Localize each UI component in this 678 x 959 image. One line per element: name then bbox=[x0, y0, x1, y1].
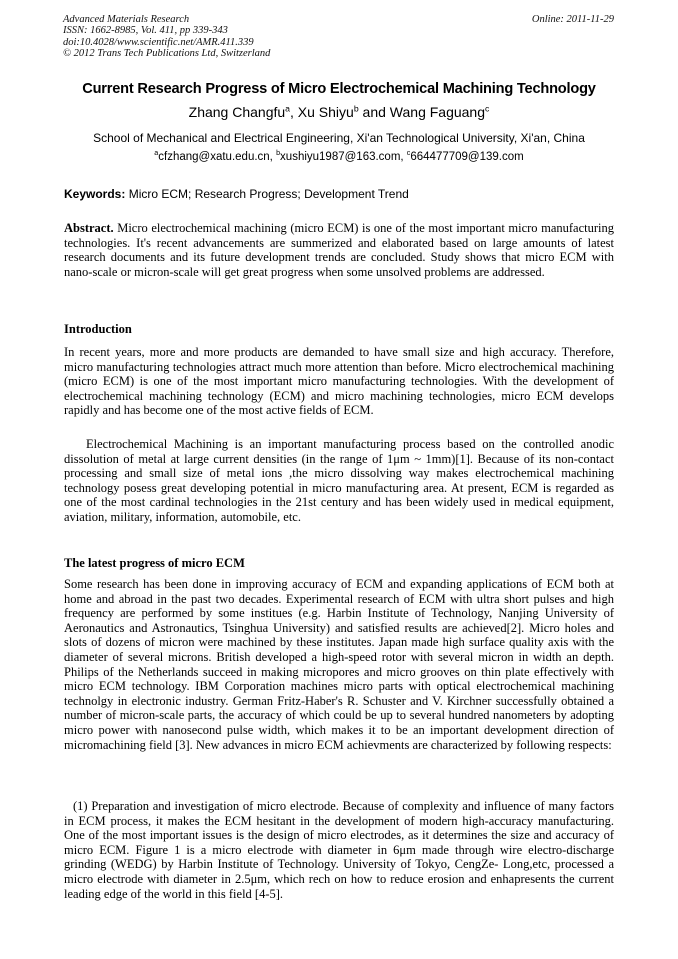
abstract-label: Abstract. bbox=[64, 221, 114, 235]
journal-header bbox=[63, 14, 270, 60]
author-mark: b bbox=[353, 103, 359, 114]
copyright-line: © 2012 Trans Tech Publications Ltd, Switzerland bbox=[63, 48, 271, 60]
author-mark: a bbox=[285, 103, 290, 114]
doi-line: doi:10.4028/www.scientific.net/AMR.411.339 bbox=[63, 36, 254, 48]
author-separator: , bbox=[290, 104, 298, 120]
author-separator: and bbox=[358, 104, 390, 120]
intro-paragraph-1: In recent years, more and more products are demanded to have small size and high accuracy. Therefore, micro manufacturing technologies attract much more attention than before. Micro electrochemical machining (micro ECM) is one of the most important micro manufacturing technologies. With the development of electrochemical machining technology (ECM) and micro machining technologies, micro ECM develops rapidly and has become one of the most active fields of ECM. bbox=[64, 345, 614, 418]
author-list bbox=[0, 104, 678, 120]
abstract-text: Micro electrochemical machining (micro ECM) is one of the most important micro manufacturing technologies. It's recent advancements are summerized and elaborated based on large amounts of latest research documents and its future development trends are concluded. Study shows that micro ECM with nano-scale or micron-scale will get great progress when some unsolved problems are addressed. bbox=[64, 221, 615, 279]
section-heading-introduction: Introduction bbox=[64, 322, 132, 336]
journal-name: Advanced Materials Research bbox=[63, 14, 190, 25]
email-address: xushiyu1987@163.com, bbox=[280, 151, 407, 163]
email-mark: a bbox=[154, 149, 159, 158]
email-address: cfzhang@xatu.edu.cn, bbox=[158, 151, 277, 163]
online-date: Online: 2011-11-29 bbox=[531, 14, 614, 25]
author-name: Xu Shiyu bbox=[297, 104, 354, 120]
progress-paragraph-2: (1) Preparation and investigation of micro electrode. Because of complexity and influence of many factors in ECM process, it makes the ECM hesitant in the development of modern high-accuracy manufacturing. One of the most important issues is the design of micro electrodes, as it determines the size and accuracy of micro ECM. Figure 1 is a micro electrode with diameter in 6μm made through wire electro-discharge grinding (WEDG) by Harbin Institute of Technology. University of Tokyo, CengZe- Long,etc, processed a micro electrode with diameter in 2.5μm, which rech on how to reduce erosion and enhapresents the current leading edge of the world in this field [4-5]. bbox=[64, 799, 614, 901]
email-list bbox=[0, 151, 678, 163]
paper-title: Current Research Progress of Micro Electrochemical Machining Technology bbox=[82, 81, 596, 97]
intro-paragraph-2: Electrochemical Machining is an important manufacturing process based on the controlled anodic dissolution of metal at large current densities (in the range of 1μm ~ 1mm)[1]. Because of its non-contact processing and small size of metal ions ,the micro dissolving way makes electrochemical machining technology posess great developing potential in micro manufacturing area. At present, ECM is regarded as one of the most cardinal technologies in the 21st century and has been widely used in medical equipment, aviation, military, information, automobile, etc. bbox=[64, 437, 614, 524]
affiliation: School of Mechanical and Electrical Engineering, Xi'an Technological University, Xi'an, China bbox=[93, 131, 585, 145]
section-heading-progress: The latest progress of micro ECM bbox=[64, 556, 245, 570]
progress-paragraph-1: Some research has been done in improving accuracy of ECM and expanding applications of ECM both at home and abroad in the past two decades. Experimental research of ECM with ultra short pulses and high frequency are performed by some institues (e.g. Harbin Institute of Technology, Nanjing University of Aeronautics and Astronautics, Tsinghua University) and satisfied results are achieved[2]. Micro holes and slots of dozens of micron were machined by these institutes. Japan made high surface quality axis with the diameter of several microns. British developed a high-speed rotor with several micron in width an depth. Philips of the Netherlands succeed in making micropores and micro grooves on thin plate effectively with micro ECM technology. IBM Corporation machines micro parts with optical electrochemical machining technolgy in electronic industry. German Fritz-Haber's R. Schuster and V. Kirchner successfully obtained a number of micron-scale parts, the accuracy of which could be up to several hundred nanometers by adopting micro power with nanosecond pulse width, which makes it to be an important development direction of micromachining field [3]. New advances in micro ECM achievments are characterized by following respects: bbox=[64, 577, 614, 752]
keywords-label: Keywords: bbox=[64, 187, 126, 201]
author-name: Wang Faguang bbox=[389, 104, 486, 120]
email-mark: b bbox=[276, 149, 281, 158]
keywords-text: Micro ECM; Research Progress; Development Trend bbox=[128, 187, 409, 201]
email-mark: c bbox=[406, 149, 411, 158]
email-address: 664477709@139.com bbox=[410, 151, 524, 163]
author-name: Zhang Changfu bbox=[188, 104, 286, 120]
issn-line: ISSN: 1662-8985, Vol. 411, pp 339-343 bbox=[63, 25, 228, 37]
abstract bbox=[64, 221, 614, 279]
author-mark: c bbox=[485, 103, 490, 114]
keywords-line bbox=[64, 187, 409, 201]
